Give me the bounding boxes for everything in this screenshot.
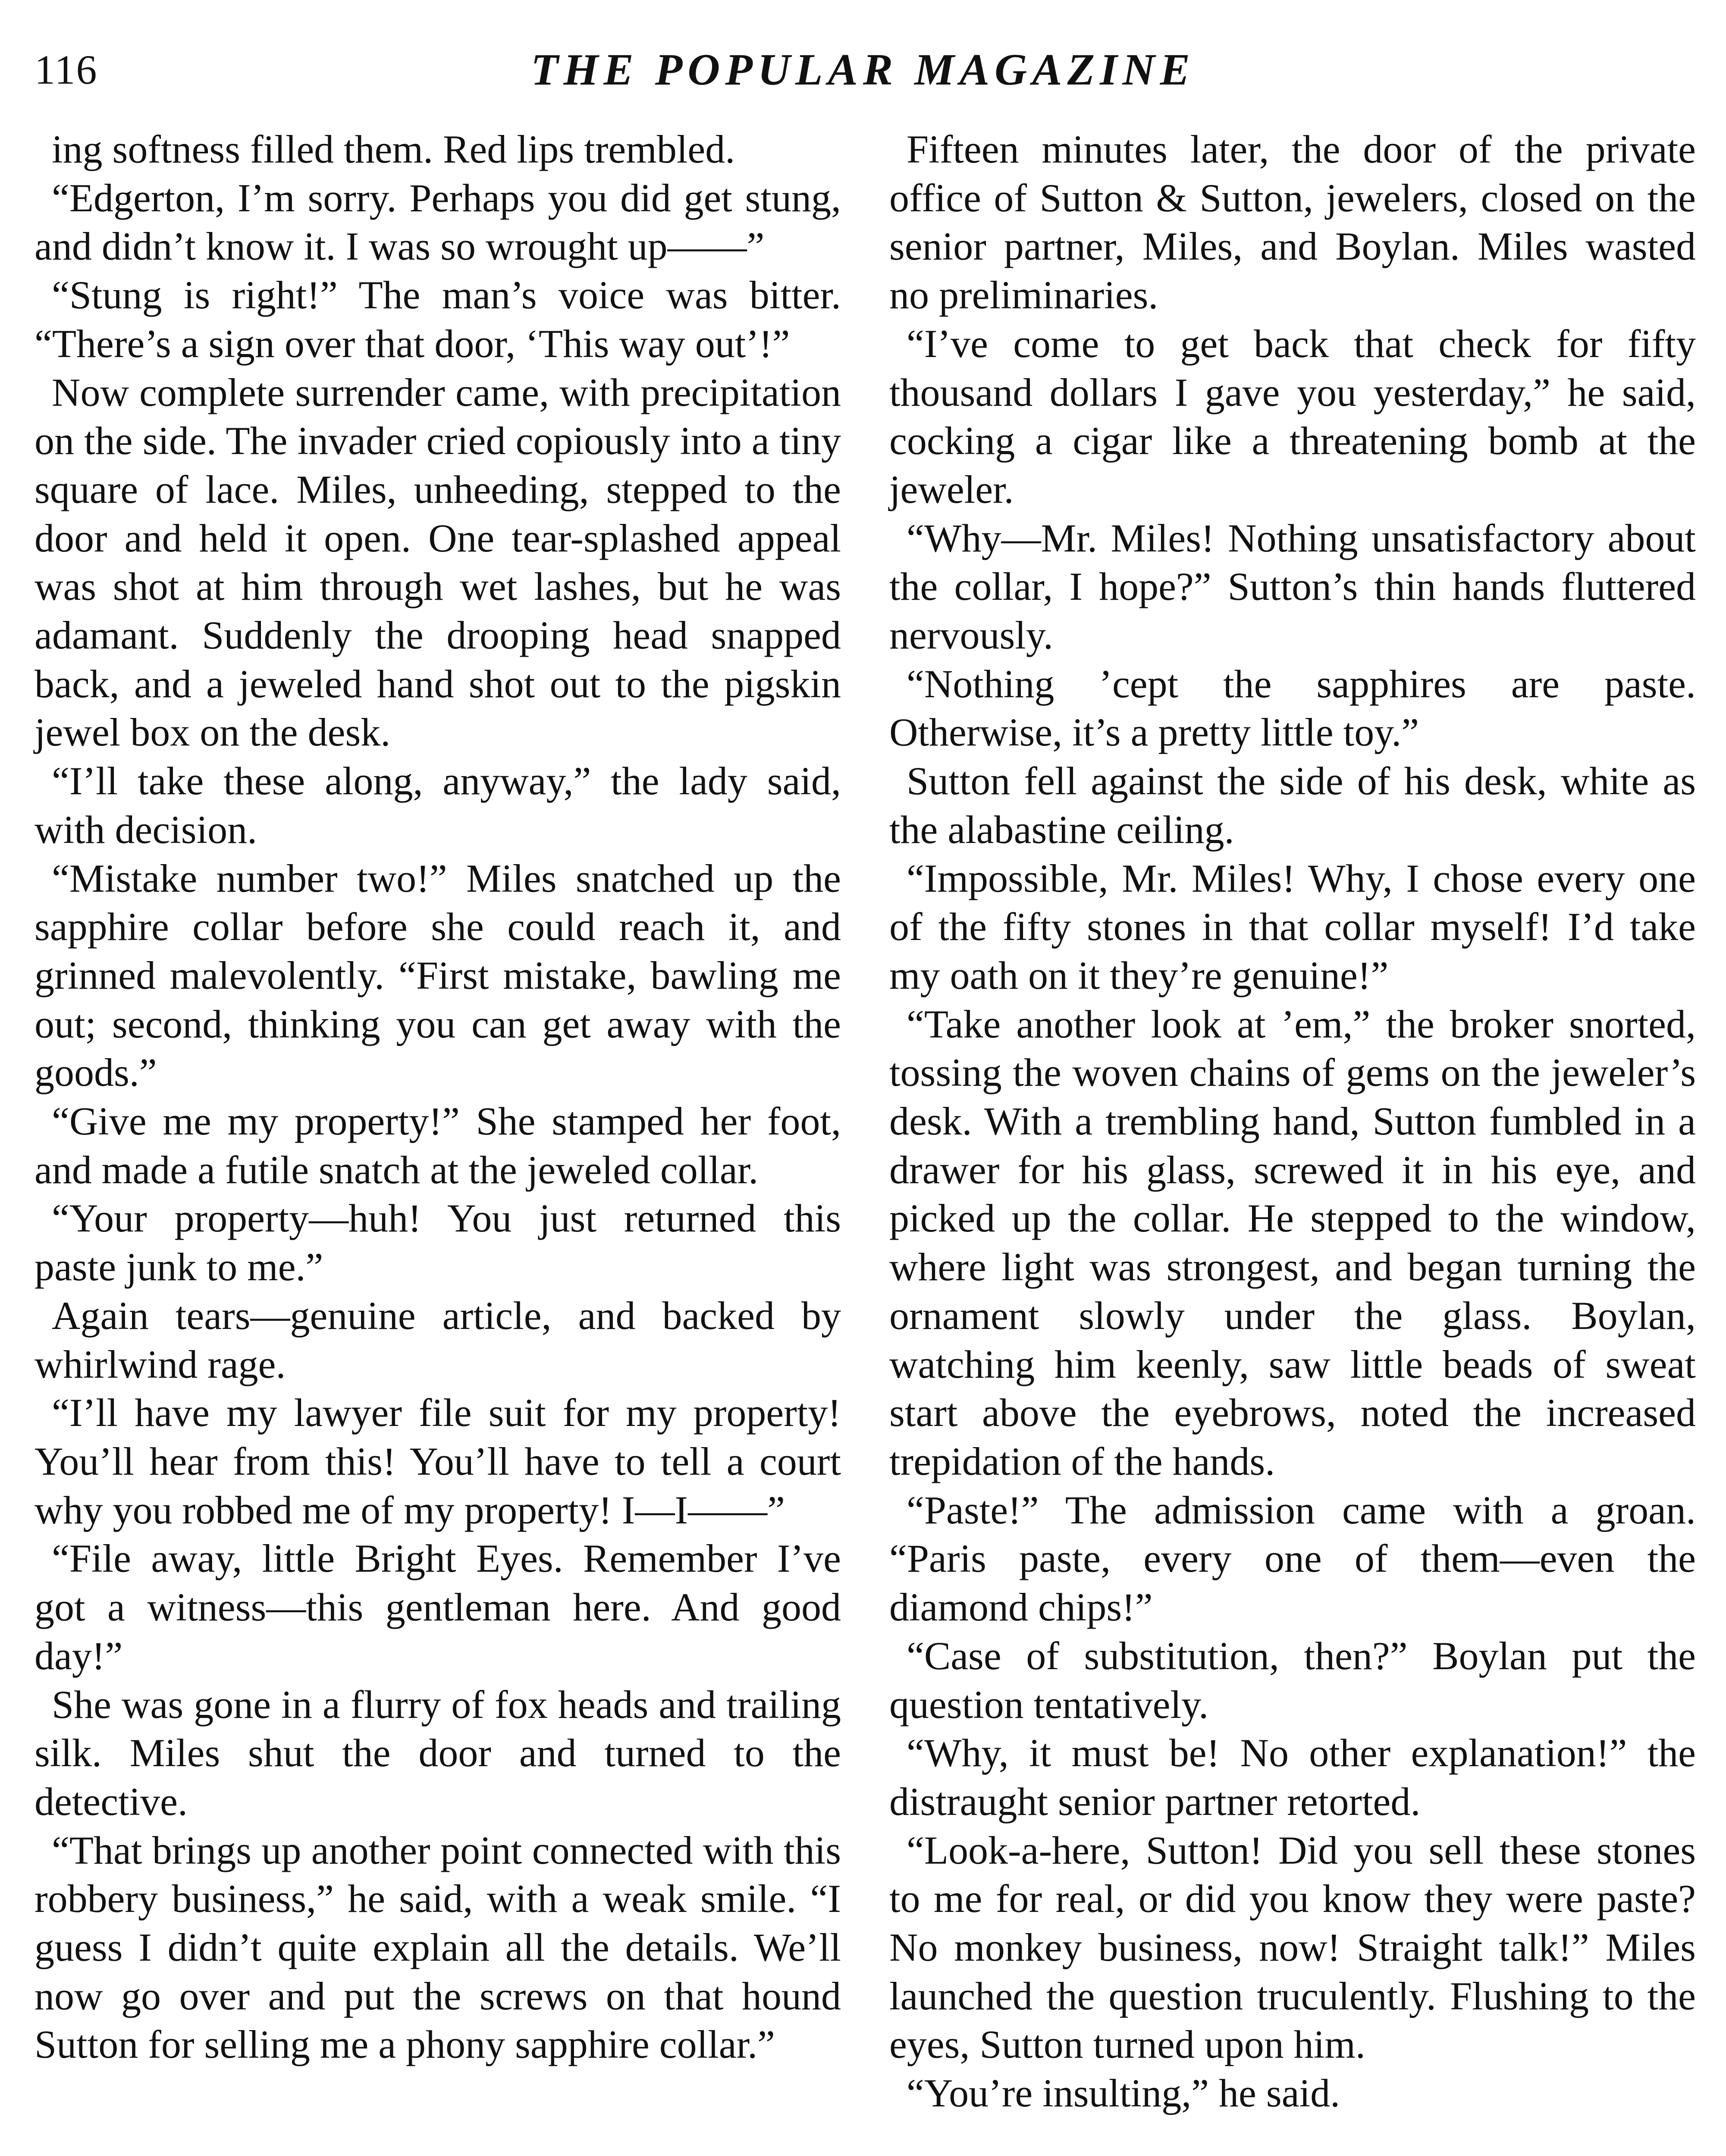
paragraph: “Give me my property!” She stamped her foot, and made a futile snatch at the jeweled collar. [35,1099,841,1192]
paragraph: “Paste!” The admission came with a groan. “Paris paste, every one of them—even the diamond chips!” [889,1488,1696,1630]
paragraph: “Stung is right!” The man’s voice was bitter. “There’s a sign over that door, ‘This way out’!” [35,273,841,366]
paragraph: Now complete surrender came, with precipitation on the side. The invader cried copiously into a tiny square of lace. Miles, unheeding, stepped to the door and held it open. One tear-splashed appeal was shot at him through wet lashes, but he was adamant. Suddenly the drooping head snapped back, and a jeweled hand shot out to the pigskin jewel box on the desk. [35,370,841,755]
paragraph: “Case of substitution, then?” Boylan put the question tentatively. [889,1633,1696,1727]
paragraph: “Impossible, Mr. Miles! Why, I chose every one of the fifty stones in that collar myself! I’d take my oath on it they’re genuine!” [889,856,1696,997]
left-text-column [35,125,841,2069]
paragraph: Again tears—genuine article, and backed by whirlwind rage. [35,1293,841,1386]
paragraph: “File away, little Bright Eyes. Remember I’ve got a witness—this gentleman here. And good day!” [35,1536,841,1678]
paragraph: “I’ll have my lawyer file suit for my property! You’ll hear from this! You’ll have to tell a court why you robbed me of my property! I—I——” [35,1391,841,1532]
page-number: 116 [35,47,98,93]
paragraph: “That brings up another point connected with this robbery business,” he said, with a weak smile. “I guess I didn’t quite explain all the details. We’ll now go over and put the screws on that hound Sutton for selling me a phony sapphire collar.” [35,1828,841,2067]
paragraph: ing softness filled them. Red lips trembled. [52,127,735,171]
right-text-column [889,125,1696,2118]
paragraph: “I’ve come to get back that check for fifty thousand dollars I gave you yesterday,” he said, cocking a cigar like a threatening bomb at the jeweler. [889,321,1696,511]
paragraph: Fifteen minutes later, the door of the private office of Sutton & Sutton, jewelers, closed on the senior partner, Miles, and Boylan. Miles wasted no preliminaries. [889,127,1696,317]
paragraph: “Your property—huh! You just returned this paste junk to me.” [35,1196,841,1289]
paragraph: Sutton fell against the side of his desk, white as the alabastine ceiling. [889,759,1696,852]
paragraph: “Take another look at ’em,” the broker snorted, tossing the woven chains of gems on the jeweler’s desk. With a trembling hand, Sutton fumbled in a drawer for his glass, screwed it in his eye, and picked up the collar. He stepped to the window, where light was strongest, and began turning the ornament slowly under the glass. Boylan, watching him keenly, saw little beads of sweat start above the eyebrows, noted the increased trepidation of the hands. [889,1002,1696,1483]
paragraph: “Edgerton, I’m sorry. Perhaps you did get stung, and didn’t know it. I was so wrought up——” [35,175,841,269]
paragraph: “Look-a-here, Sutton! Did you sell these stones to me for real, or did you know they were paste? No monkey business, now! Straight talk!” Miles launched the question truculently. Flushing to the eyes, Sutton turned upon him. [889,1828,1696,2067]
paragraph: She was gone in a flurry of fox heads and trailing silk. Miles shut the door and turned to the detective. [35,1682,841,1824]
paragraph: “Why—Mr. Miles! Nothing unsatisfactory about the collar, I hope?” Sutton’s thin hands fluttered nervously. [889,516,1696,658]
paragraph: “Mistake number two!” Miles snatched up the sapphire collar before she could reach it, and grinned malevolently. “First mistake, bawling me out; second, thinking you can get away with the goods.” [35,856,841,1095]
page-header [35,40,1691,100]
paragraph: “You’re insulting,” he said. [907,2071,1340,2115]
paragraph: “Nothing ’cept the sapphires are paste. Otherwise, it’s a pretty little toy.” [889,661,1696,755]
paragraph: “I’ll take these along, anyway,” the lady said, with decision. [35,759,841,852]
paragraph: “Why, it must be! No other explanation!” the distraught senior partner retorted. [889,1731,1696,1824]
running-title: THE POPULAR MAGAZINE [530,45,1196,94]
